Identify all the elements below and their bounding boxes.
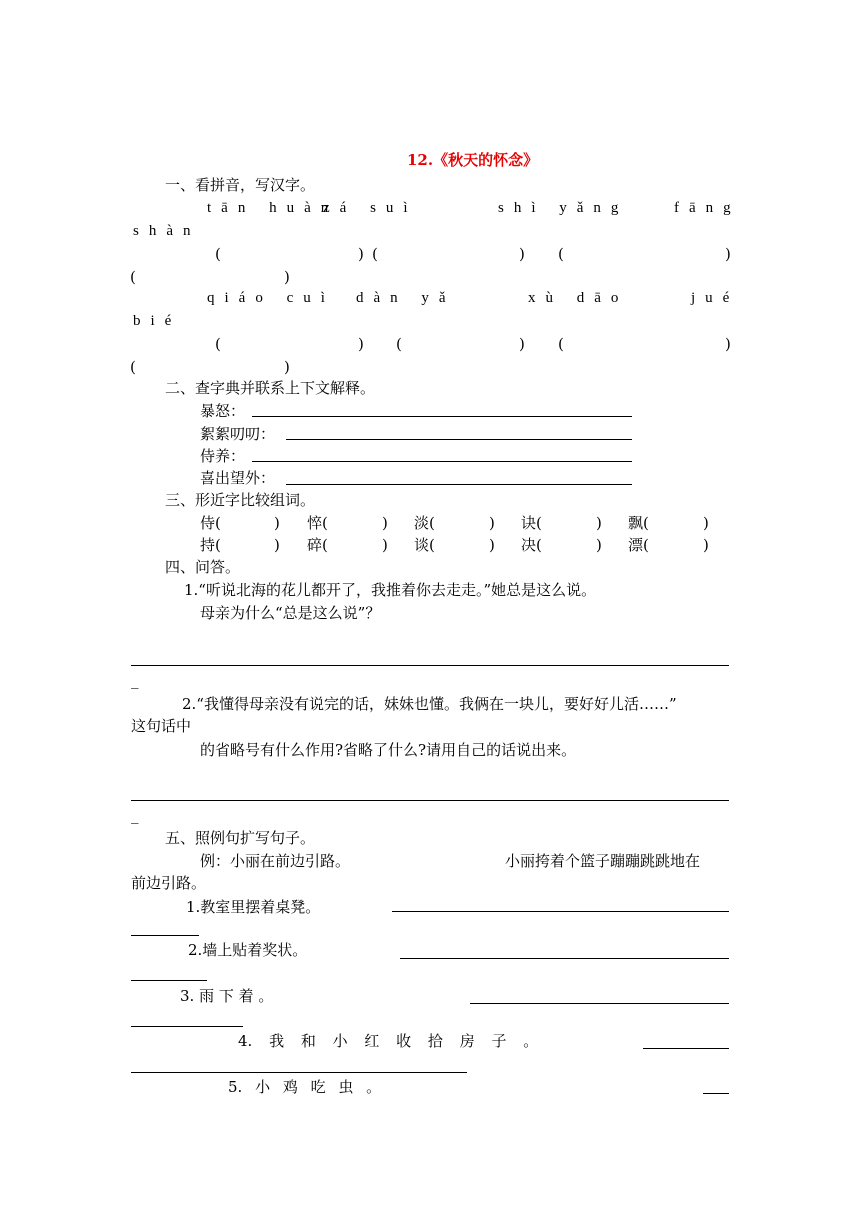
section1-heading: 一、看拼音，写汉字。 <box>165 176 316 194</box>
term-label: 侍养： <box>200 447 246 465</box>
answer-line[interactable] <box>131 935 199 936</box>
char-pair: ) <box>596 536 602 554</box>
char-pair: 诀( <box>521 514 542 532</box>
pinyin-2c: xù dāo <box>528 290 629 306</box>
pinyin-1a: tān huàn <box>207 200 339 216</box>
answer-line[interactable] <box>400 958 729 959</box>
answer-line[interactable] <box>286 439 632 440</box>
answer-line[interactable] <box>392 911 729 912</box>
char-pair: ) <box>274 536 280 554</box>
paren-open: ( <box>372 245 378 263</box>
answer-line[interactable] <box>470 1003 729 1004</box>
paren-close: ) <box>284 268 290 286</box>
char-pair: 飘( <box>628 514 649 532</box>
answer-line[interactable] <box>252 416 632 417</box>
pinyin-1c: shì yǎng <box>498 200 629 216</box>
question-2-cont: 这句话中 <box>131 717 192 735</box>
term-label: 喜出望外： <box>200 469 276 487</box>
term-label: 絮絮叨叨： <box>200 425 276 443</box>
answer-line[interactable] <box>131 1072 467 1073</box>
paren-close: ) <box>725 245 731 263</box>
page-title: 12.《秋天的怀念》 <box>407 151 539 169</box>
line-dash: _ <box>131 806 139 824</box>
char-pair: 决( <box>521 536 542 554</box>
section4-heading: 四、问答。 <box>165 558 241 576</box>
answer-line[interactable] <box>703 1093 729 1094</box>
pinyin-2e: bié <box>133 313 182 329</box>
expand-item: 4. 我 和 小 红 收 拾 房 子 。 <box>238 1032 539 1050</box>
paren-close: ) <box>519 245 525 263</box>
question-1-sub: 母亲为什么“总是这么说”？ <box>200 604 381 622</box>
paren-close: ) <box>284 358 290 376</box>
char-pair: 漂( <box>628 536 649 554</box>
char-pair: ) <box>703 536 709 554</box>
char-pair: 碎( <box>307 536 328 554</box>
paren-open: ( <box>558 335 564 353</box>
char-pair: ) <box>382 536 388 554</box>
char-pair: 悴( <box>307 514 328 532</box>
term-label: 暴怒： <box>200 402 246 420</box>
char-pair: ) <box>274 514 280 532</box>
paren-open: ( <box>215 335 221 353</box>
section5-heading: 五、照例句扩写句子。 <box>165 829 316 847</box>
pinyin-1e: shàn <box>133 223 201 239</box>
char-pair: 谈( <box>414 536 435 554</box>
example-sentence: 例：小丽在前边引路。 <box>200 852 351 870</box>
answer-line[interactable] <box>131 980 207 981</box>
paren-open: ( <box>130 358 136 376</box>
example-expanded-cont: 前边引路。 <box>131 874 207 892</box>
expand-item: 3. 雨 下 着 。 <box>180 987 274 1005</box>
paren-open: ( <box>215 245 221 263</box>
pinyin-1d: fāng <box>674 200 741 216</box>
section3-heading: 三、形近字比较组词。 <box>165 491 316 509</box>
question-2: 2.“我懂得母亲没有说完的话，妹妹也懂。我俩在一块儿，要好好儿活……” <box>182 695 677 713</box>
pinyin-2b: dàn yǎ <box>356 290 456 306</box>
char-pair: ) <box>596 514 602 532</box>
char-pair: 淡( <box>414 514 435 532</box>
answer-line[interactable] <box>252 461 632 462</box>
paren-close: ) <box>358 335 364 353</box>
paren-open: ( <box>130 268 136 286</box>
section2-heading: 二、查字典并联系上下文解释。 <box>165 379 376 397</box>
expand-item: 5. 小 鸡 吃 虫 。 <box>228 1078 382 1096</box>
expand-item: 1.教室里摆着桌凳。 <box>186 898 321 916</box>
answer-line[interactable] <box>131 665 729 666</box>
char-pair: ) <box>703 514 709 532</box>
question-1: 1.“听说北海的花儿都开了，我推着你去走走。”她总是这么说。 <box>184 581 597 599</box>
expand-item: 2.墙上贴着奖状。 <box>188 941 308 959</box>
pinyin-2a: qiáo cuì <box>207 290 335 306</box>
answer-line[interactable] <box>286 484 632 485</box>
paren-close: ) <box>725 335 731 353</box>
char-pair: 持( <box>200 536 221 554</box>
answer-line[interactable] <box>131 800 729 801</box>
pinyin-2d: jué <box>691 290 740 306</box>
pinyin-1b: zá suì <box>323 200 418 216</box>
char-pair: ) <box>489 536 495 554</box>
line-dash: _ <box>131 671 139 689</box>
char-pair: ) <box>382 514 388 532</box>
example-expanded: 小丽挎着个篮子蹦蹦跳跳地在 <box>505 852 701 870</box>
char-pair: 侍( <box>200 514 221 532</box>
paren-close: ) <box>358 245 364 263</box>
paren-close: ) <box>519 335 525 353</box>
answer-line[interactable] <box>643 1048 729 1049</box>
paren-open: ( <box>396 335 402 353</box>
question-2-sub: 的省略号有什么作用?省略了什么?请用自己的话说出来。 <box>200 741 577 759</box>
char-pair: ) <box>489 514 495 532</box>
answer-line[interactable] <box>131 1026 243 1027</box>
paren-open: ( <box>558 245 564 263</box>
